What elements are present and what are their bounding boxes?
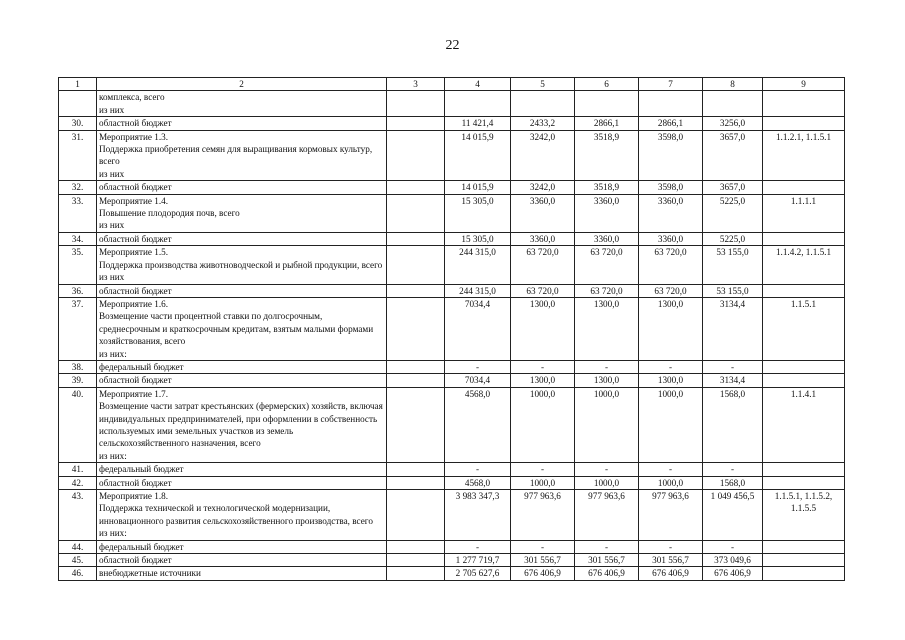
value-col-7-cell: - <box>639 540 703 553</box>
description-cell: областной бюджет <box>97 181 387 194</box>
value-col-6-cell: 1300,0 <box>575 297 639 360</box>
row-number-cell: 45. <box>59 554 97 567</box>
description-cell: областной бюджет <box>97 117 387 130</box>
value-col-8-cell: 53 155,0 <box>703 246 763 284</box>
value-col-6-cell: 3518,9 <box>575 130 639 181</box>
value-col-6-cell: 63 720,0 <box>575 246 639 284</box>
column-header: 8 <box>703 78 763 91</box>
table-row <box>59 554 845 567</box>
value-col-8-cell: 5225,0 <box>703 232 763 245</box>
table-row <box>59 374 845 387</box>
value-col-4-cell: 1 277 719,7 <box>445 554 511 567</box>
value-col-4-cell: 14 015,9 <box>445 130 511 181</box>
value-col-6-cell: - <box>575 360 639 373</box>
value-col-4-cell: 3 983 347,3 <box>445 490 511 541</box>
indicator-refs-cell <box>763 567 845 580</box>
indicator-refs-cell <box>763 476 845 489</box>
row-number-cell: 31. <box>59 130 97 181</box>
value-col-6-cell: 977 963,6 <box>575 490 639 541</box>
value-col-5-cell <box>511 91 575 117</box>
column-3-cell <box>387 91 445 117</box>
indicator-refs-cell <box>763 117 845 130</box>
value-col-6-cell: 3360,0 <box>575 232 639 245</box>
value-col-6-cell: 63 720,0 <box>575 284 639 297</box>
column-3-cell <box>387 476 445 489</box>
column-3-cell <box>387 374 445 387</box>
row-number-cell: 41. <box>59 463 97 476</box>
value-col-7-cell: - <box>639 463 703 476</box>
value-col-4-cell: 11 421,4 <box>445 117 511 130</box>
table-row <box>59 387 845 462</box>
description-cell: федеральный бюджет <box>97 360 387 373</box>
column-3-cell <box>387 246 445 284</box>
value-col-5-cell: 301 556,7 <box>511 554 575 567</box>
value-col-5-cell: 2433,2 <box>511 117 575 130</box>
description-cell: областной бюджет <box>97 374 387 387</box>
row-number-cell: 34. <box>59 232 97 245</box>
indicator-refs-cell <box>763 540 845 553</box>
value-col-4-cell: 4568,0 <box>445 387 511 462</box>
value-col-8-cell: 3134,4 <box>703 374 763 387</box>
value-col-7-cell: 63 720,0 <box>639 284 703 297</box>
column-3-cell <box>387 490 445 541</box>
column-3-cell <box>387 360 445 373</box>
table-row <box>59 297 845 360</box>
value-col-8-cell: 3657,0 <box>703 181 763 194</box>
column-3-cell <box>387 181 445 194</box>
value-col-5-cell: 1300,0 <box>511 297 575 360</box>
indicator-refs-cell: 1.1.5.1 <box>763 297 845 360</box>
value-col-7-cell: 1000,0 <box>639 476 703 489</box>
value-col-6-cell: 3518,9 <box>575 181 639 194</box>
row-number-cell: 30. <box>59 117 97 130</box>
value-col-8-cell: 3256,0 <box>703 117 763 130</box>
value-col-4-cell: 14 015,9 <box>445 181 511 194</box>
column-3-cell <box>387 554 445 567</box>
value-col-7-cell: 3598,0 <box>639 130 703 181</box>
column-3-cell <box>387 194 445 232</box>
indicator-refs-cell <box>763 554 845 567</box>
value-col-6-cell: - <box>575 463 639 476</box>
value-col-8-cell: 1 049 456,5 <box>703 490 763 541</box>
value-col-8-cell: 53 155,0 <box>703 284 763 297</box>
row-number-cell: 38. <box>59 360 97 373</box>
value-col-4-cell: - <box>445 463 511 476</box>
table-row <box>59 117 845 130</box>
description-cell: областной бюджет <box>97 284 387 297</box>
indicator-refs-cell <box>763 181 845 194</box>
value-col-5-cell: - <box>511 463 575 476</box>
table-row <box>59 567 845 580</box>
value-col-7-cell <box>639 91 703 117</box>
table-row <box>59 130 845 181</box>
description-cell: Мероприятие 1.6. Возмещение части процентной ставки по долгосрочным, среднесрочным и краткосрочным кредитам, взятым малыми формами хозяйствования, всего из них: <box>97 297 387 360</box>
value-col-6-cell: 301 556,7 <box>575 554 639 567</box>
column-3-cell <box>387 463 445 476</box>
value-col-5-cell: 63 720,0 <box>511 284 575 297</box>
description-cell: областной бюджет <box>97 554 387 567</box>
value-col-7-cell: 1300,0 <box>639 374 703 387</box>
value-col-7-cell: 1300,0 <box>639 297 703 360</box>
value-col-4-cell: 15 305,0 <box>445 232 511 245</box>
row-number-cell: 44. <box>59 540 97 553</box>
indicator-refs-cell: 1.1.4.2, 1.1.5.1 <box>763 246 845 284</box>
column-3-cell <box>387 117 445 130</box>
table-row <box>59 490 845 541</box>
row-number-cell: 43. <box>59 490 97 541</box>
value-col-6-cell: 1300,0 <box>575 374 639 387</box>
value-col-6-cell: 1000,0 <box>575 387 639 462</box>
description-cell: внебюджетные источники <box>97 567 387 580</box>
value-col-5-cell: 3360,0 <box>511 232 575 245</box>
row-number-cell: 40. <box>59 387 97 462</box>
column-header: 5 <box>511 78 575 91</box>
column-header: 7 <box>639 78 703 91</box>
indicator-refs-cell: 1.1.5.1, 1.1.5.2, 1.1.5.5 <box>763 490 845 541</box>
row-number-cell: 33. <box>59 194 97 232</box>
page-number: 22 <box>445 38 460 53</box>
column-header: 9 <box>763 78 845 91</box>
column-header: 2 <box>97 78 387 91</box>
indicator-refs-cell <box>763 91 845 117</box>
indicator-refs-cell: 1.1.2.1, 1.1.5.1 <box>763 130 845 181</box>
column-header: 4 <box>445 78 511 91</box>
value-col-8-cell: 373 049,6 <box>703 554 763 567</box>
value-col-4-cell: - <box>445 540 511 553</box>
value-col-7-cell: - <box>639 360 703 373</box>
value-col-4-cell: 244 315,0 <box>445 246 511 284</box>
value-col-7-cell: 301 556,7 <box>639 554 703 567</box>
indicator-refs-cell <box>763 360 845 373</box>
value-col-8-cell: 3657,0 <box>703 130 763 181</box>
value-col-7-cell: 3360,0 <box>639 232 703 245</box>
value-col-5-cell: 3242,0 <box>511 130 575 181</box>
row-number-cell: 42. <box>59 476 97 489</box>
column-3-cell <box>387 387 445 462</box>
value-col-8-cell: 1568,0 <box>703 476 763 489</box>
column-header: 6 <box>575 78 639 91</box>
description-cell: Мероприятие 1.5. Поддержка производства животноводческой и рыбной продукции, всего из них <box>97 246 387 284</box>
column-header: 1 <box>59 78 97 91</box>
table-row <box>59 246 845 284</box>
row-number-cell: 32. <box>59 181 97 194</box>
value-col-4-cell <box>445 91 511 117</box>
table-row <box>59 476 845 489</box>
description-cell: федеральный бюджет <box>97 463 387 476</box>
value-col-8-cell: - <box>703 540 763 553</box>
description-cell: комплекса, всего из них <box>97 91 387 117</box>
indicator-refs-cell <box>763 463 845 476</box>
value-col-5-cell: 676 406,9 <box>511 567 575 580</box>
value-col-4-cell: 7034,4 <box>445 374 511 387</box>
description-cell: Мероприятие 1.3. Поддержка приобретения семян для выращивания кормовых культур, всего из них <box>97 130 387 181</box>
value-col-5-cell: 1000,0 <box>511 476 575 489</box>
row-number-cell: 36. <box>59 284 97 297</box>
table-row <box>59 91 845 117</box>
value-col-8-cell <box>703 91 763 117</box>
column-3-cell <box>387 567 445 580</box>
table-row <box>59 540 845 553</box>
value-col-6-cell <box>575 91 639 117</box>
table-body <box>59 91 845 580</box>
table-row <box>59 284 845 297</box>
value-col-4-cell: 4568,0 <box>445 476 511 489</box>
value-col-7-cell: 2866,1 <box>639 117 703 130</box>
row-number-cell: 37. <box>59 297 97 360</box>
value-col-4-cell: - <box>445 360 511 373</box>
value-col-4-cell: 2 705 627,6 <box>445 567 511 580</box>
column-3-cell <box>387 297 445 360</box>
indicator-refs-cell <box>763 374 845 387</box>
table-row <box>59 463 845 476</box>
column-3-cell <box>387 232 445 245</box>
value-col-7-cell: 3598,0 <box>639 181 703 194</box>
indicator-refs-cell: 1.1.4.1 <box>763 387 845 462</box>
indicator-refs-cell <box>763 284 845 297</box>
row-number-cell: 46. <box>59 567 97 580</box>
column-header: 3 <box>387 78 445 91</box>
description-cell: Мероприятие 1.8. Поддержка технической и технологической модернизации, инновационного развития сельскохозяйственного производства, всего из них: <box>97 490 387 541</box>
value-col-5-cell: 3242,0 <box>511 181 575 194</box>
value-col-7-cell: 3360,0 <box>639 194 703 232</box>
description-cell: областной бюджет <box>97 232 387 245</box>
value-col-8-cell: 1568,0 <box>703 387 763 462</box>
table-row <box>59 181 845 194</box>
header-row <box>59 78 845 91</box>
value-col-8-cell: 5225,0 <box>703 194 763 232</box>
description-cell: Мероприятие 1.7. Возмещение части затрат крестьянских (фермерских) хозяйств, включая индивидуальных предпринимателей, при оформлении в собственность используемых ими земельных участков из земель сельскохозяйственного назначения, всего из них: <box>97 387 387 462</box>
indicator-refs-cell: 1.1.1.1 <box>763 194 845 232</box>
column-3-cell <box>387 284 445 297</box>
table-row <box>59 194 845 232</box>
row-number-cell: 35. <box>59 246 97 284</box>
value-col-6-cell: 3360,0 <box>575 194 639 232</box>
value-col-7-cell: 1000,0 <box>639 387 703 462</box>
column-3-cell <box>387 130 445 181</box>
budget-table <box>58 77 845 581</box>
description-cell: Мероприятие 1.4. Повышение плодородия почв, всего из них <box>97 194 387 232</box>
value-col-8-cell: - <box>703 463 763 476</box>
value-col-6-cell: 676 406,9 <box>575 567 639 580</box>
value-col-4-cell: 7034,4 <box>445 297 511 360</box>
row-number-cell: 39. <box>59 374 97 387</box>
value-col-4-cell: 15 305,0 <box>445 194 511 232</box>
table-row <box>59 360 845 373</box>
value-col-5-cell: 1000,0 <box>511 387 575 462</box>
value-col-6-cell: 1000,0 <box>575 476 639 489</box>
value-col-4-cell: 244 315,0 <box>445 284 511 297</box>
indicator-refs-cell <box>763 232 845 245</box>
description-cell: федеральный бюджет <box>97 540 387 553</box>
value-col-6-cell: 2866,1 <box>575 117 639 130</box>
value-col-6-cell: - <box>575 540 639 553</box>
value-col-8-cell: 3134,4 <box>703 297 763 360</box>
value-col-5-cell: - <box>511 540 575 553</box>
value-col-5-cell: 63 720,0 <box>511 246 575 284</box>
value-col-5-cell: 3360,0 <box>511 194 575 232</box>
table-row <box>59 232 845 245</box>
value-col-5-cell: 1300,0 <box>511 374 575 387</box>
value-col-5-cell: - <box>511 360 575 373</box>
value-col-7-cell: 676 406,9 <box>639 567 703 580</box>
value-col-8-cell: - <box>703 360 763 373</box>
value-col-8-cell: 676 406,9 <box>703 567 763 580</box>
value-col-5-cell: 977 963,6 <box>511 490 575 541</box>
value-col-7-cell: 977 963,6 <box>639 490 703 541</box>
value-col-7-cell: 63 720,0 <box>639 246 703 284</box>
description-cell: областной бюджет <box>97 476 387 489</box>
column-3-cell <box>387 540 445 553</box>
row-number-cell <box>59 91 97 117</box>
